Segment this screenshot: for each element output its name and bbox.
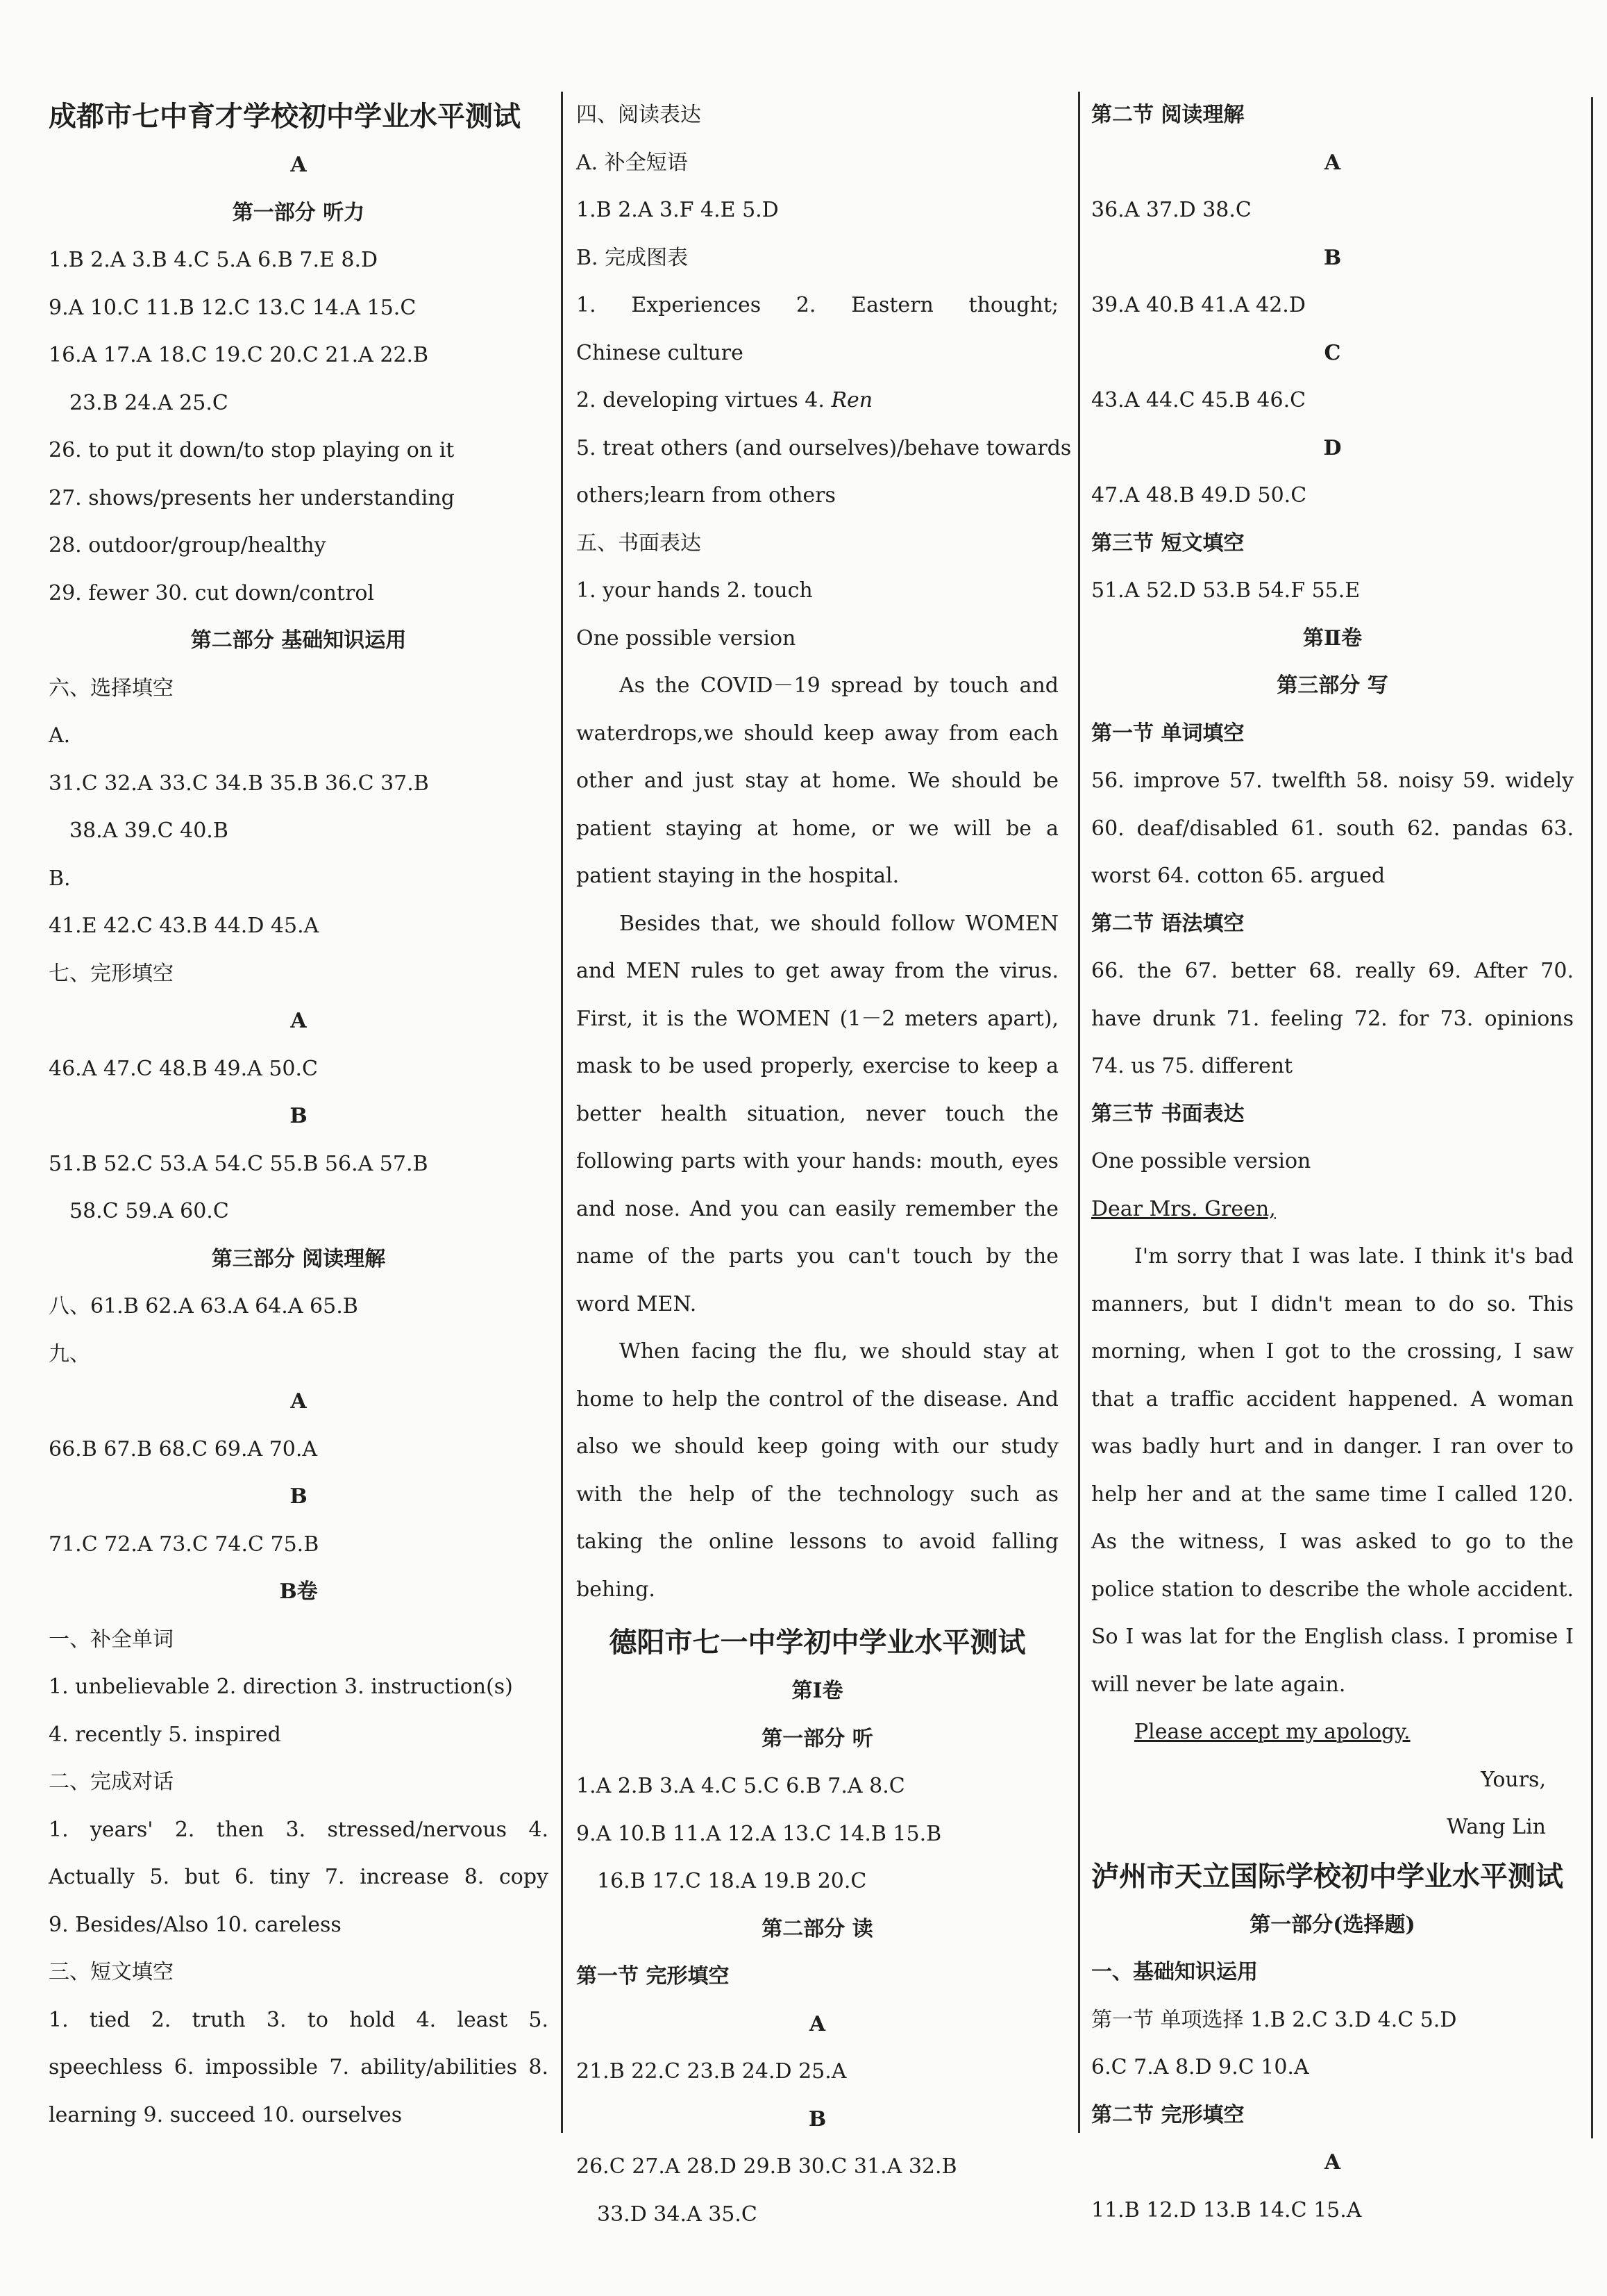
answer-line: 9.A 10.C 11.B 12.C 13.C 14.A 15.C bbox=[49, 295, 417, 320]
answer-line: 9. Besides/Also 10. careless bbox=[49, 1912, 342, 1937]
question-type-heading: 七、完形填空 bbox=[49, 961, 174, 986]
column-divider bbox=[561, 92, 563, 2133]
section-letter: C bbox=[1324, 340, 1341, 365]
answer-line: 71.C 72.A 73.C 74.C 75.B bbox=[49, 1532, 319, 1557]
answer-line: learning 9. succeed 10. ourselves bbox=[49, 2102, 403, 2127]
answer-line: 16.B 17.C 18.A 19.B 20.C bbox=[597, 1869, 867, 1893]
answer-line: 58.C 59.A 60.C bbox=[69, 1199, 229, 1223]
letter-closing: Yours, bbox=[1481, 1767, 1546, 1792]
section-letter: B bbox=[289, 1104, 308, 1128]
answer-line: 29. fewer 30. cut down/control bbox=[49, 580, 374, 605]
answer-line: 11.B 12.D 13.B 14.C 15.A bbox=[1091, 2197, 1362, 2222]
answer-line: Actually 5. but 6. tiny 7. increase 8. copy bbox=[49, 1865, 548, 1889]
section-heading: 第三节 书面表达 bbox=[1091, 1101, 1245, 1126]
answer-line: 9.A 10.B 11.A 12.A 13.C 14.B 15.B bbox=[576, 1821, 942, 1846]
section-letter: B bbox=[1323, 245, 1342, 270]
question-type-heading: 三、短文填空 bbox=[49, 1960, 174, 1984]
section-letter: A bbox=[290, 153, 307, 177]
question-type-heading: B. 完成图表 bbox=[576, 245, 689, 270]
answer-line: 八、61.B 62.A 63.A 64.A 65.B bbox=[49, 1294, 358, 1318]
answer-line: 31.C 32.A 33.C 34.B 35.B 36.C 37.B bbox=[49, 771, 429, 796]
apology-text: Please accept my apology. bbox=[1134, 1720, 1411, 1744]
answer-line: 1. years' 2. then 3. stressed/nervous 4. bbox=[49, 1817, 548, 1842]
salutation-text: Dear Mrs. Green, bbox=[1091, 1196, 1276, 1221]
part-heading: 第一部分 听力 bbox=[232, 200, 365, 225]
letter-closing-line bbox=[1091, 1709, 1574, 1757]
answer-line: speechless 6. impossible 7. ability/abilities 8. bbox=[49, 2055, 548, 2079]
answer-line: 27. shows/presents her understanding bbox=[49, 485, 455, 510]
section-letter: A bbox=[1324, 150, 1341, 175]
answer-line: 51.B 52.C 53.A 54.C 55.B 56.A 57.B bbox=[49, 1151, 428, 1176]
answer-line: 41.E 42.C 43.B 44.D 45.A bbox=[49, 914, 319, 938]
answer-line: 36.A 37.D 38.C bbox=[1091, 198, 1252, 222]
section-heading: 第三节 短文填空 bbox=[1091, 530, 1245, 555]
italic-term: Ren bbox=[831, 388, 873, 412]
exam-title: 泸州市天立国际学校初中学业水平测试 bbox=[1091, 1860, 1563, 1893]
part-heading: 第二部分 读 bbox=[762, 1916, 873, 1941]
question-type-heading: 一、补全单词 bbox=[49, 1627, 174, 1652]
answer-line: Chinese culture bbox=[576, 340, 743, 365]
section-letter: A bbox=[1324, 2150, 1341, 2175]
letter-body: I'm sorry that I was late. I think it's bad manners, but I didn't mean to do so. This morning, when I got to the crossing, I saw that a traffic accident happened. A woman was badly hurt and in danger. I ran over to help her and at the same time I called 120. As the witness, I was asked to go to the police station to describe the whole accident. So I was lat for the English class. I promise I will never be late again. bbox=[1091, 1244, 1574, 1697]
essay-paragraph: As the COVID－19 spread by touch and waterdrops,we should keep away from each other and just stay at home. We should be patient staying at home, or we will be a patient staying in the hospital. bbox=[576, 673, 1059, 888]
answer-line: 1. unbelievable 2. direction 3. instruction(s) bbox=[49, 1675, 513, 1699]
part-heading: 第三部分 阅读理解 bbox=[211, 1246, 386, 1271]
section-heading: 第一节 单词填空 bbox=[1091, 721, 1245, 746]
column-1 bbox=[49, 92, 548, 2139]
answer-line: 1. Experiences 2. Eastern thought; bbox=[576, 293, 1059, 317]
version-label: One possible version bbox=[576, 626, 796, 651]
answer-line: 第一节 单项选择 1.B 2.C 3.D 4.C 5.D bbox=[1091, 2007, 1457, 2032]
answer-line: 60. deaf/disabled 61. south 62. pandas 63. bbox=[1091, 816, 1574, 841]
answer-line: 39.A 40.B 41.A 42.D bbox=[1091, 293, 1306, 317]
answer-line: 74. us 75. different bbox=[1091, 1054, 1293, 1078]
answer-line: have drunk 71. feeling 72. for 73. opinions bbox=[1091, 1006, 1574, 1031]
answer-line: 1. your hands 2. touch bbox=[576, 578, 813, 603]
column-divider bbox=[1078, 92, 1080, 2133]
answer-line: 43.A 44.C 45.B 46.C bbox=[1091, 388, 1306, 412]
exam-title: 德阳市七一中学初中学业水平测试 bbox=[609, 1627, 1026, 1659]
section-letter: A. bbox=[49, 723, 71, 748]
answer-line: 47.A 48.B 49.D 50.C bbox=[1091, 483, 1307, 508]
section-letter: A bbox=[290, 1389, 307, 1414]
answer-text: 2. developing virtues 4. bbox=[576, 388, 825, 412]
question-type-heading: 四、阅读表达 bbox=[576, 103, 701, 127]
answer-line: 23.B 24.A 25.C bbox=[69, 390, 228, 415]
column-2 bbox=[576, 92, 1072, 2238]
question-type-heading: A. 补全短语 bbox=[576, 150, 688, 175]
section-letter: B. bbox=[49, 866, 71, 891]
part-heading: 第一部分(选择题) bbox=[1250, 1912, 1415, 1937]
answer-line: 1.B 2.A 3.B 4.C 5.A 6.B 7.E 8.D bbox=[49, 248, 378, 272]
section-heading: 第一节 完形填空 bbox=[576, 1964, 730, 1988]
answer-line: others;learn from others bbox=[576, 483, 836, 508]
volume-heading: 第Ⅰ卷 bbox=[791, 1679, 843, 1703]
answer-line: 28. outdoor/group/healthy bbox=[49, 533, 326, 558]
answer-line: 21.B 22.C 23.B 24.D 25.A bbox=[576, 2059, 847, 2084]
question-type-heading: 二、完成对话 bbox=[49, 1770, 174, 1794]
answer-line: 26.C 27.A 28.D 29.B 30.C 31.A 32.B bbox=[576, 2154, 957, 2179]
section-heading: 第二节 阅读理解 bbox=[1091, 103, 1245, 127]
answer-line: 1.B 2.A 3.F 4.E 5.D bbox=[576, 198, 779, 222]
answer-line bbox=[576, 377, 1059, 425]
section-letter: D bbox=[1323, 435, 1342, 460]
essay-paragraph: Besides that, we should follow WOMEN and MEN rules to get away from the virus. First, it is the WOMEN (1－2 meters apart), mask to be used properly, exercise to keep a better health situation, never touch the following parts with your hands: mouth, eyes and nose. And you can easily remember the name of the parts you can't touch by the word MEN. bbox=[576, 911, 1059, 1316]
section-letter: A bbox=[290, 1009, 307, 1033]
part-heading: 第二部分 基础知识运用 bbox=[190, 628, 407, 653]
question-type-heading: 六、选择填空 bbox=[49, 676, 174, 701]
answer-line: 33.D 34.A 35.C bbox=[597, 2202, 757, 2227]
letter-signature: Wang Lin bbox=[1446, 1815, 1546, 1839]
answer-line: 5. treat others (and ourselves)/behave towards bbox=[576, 435, 1072, 460]
answer-line: 51.A 52.D 53.B 54.F 55.E bbox=[1091, 578, 1361, 603]
letter-salutation bbox=[1091, 1186, 1574, 1234]
column-3 bbox=[1091, 92, 1574, 2234]
volume-heading: B卷 bbox=[279, 1579, 318, 1604]
volume-heading: 第Ⅱ卷 bbox=[1302, 626, 1363, 651]
answer-line: 46.A 47.C 48.B 49.A 50.C bbox=[49, 1056, 318, 1081]
question-type-heading: 一、基础知识运用 bbox=[1091, 1960, 1258, 1984]
answer-line: 38.A 39.C 40.B bbox=[69, 819, 228, 843]
column-divider bbox=[1591, 97, 1593, 2138]
section-letter: A bbox=[809, 2011, 826, 2036]
section-letter: B bbox=[289, 1484, 308, 1509]
answer-line: 1. tied 2. truth 3. to hold 4. least 5. bbox=[49, 2007, 548, 2032]
answer-line: 26. to put it down/to stop playing on it bbox=[49, 438, 455, 462]
question-type-heading: 五、书面表达 bbox=[576, 530, 701, 555]
part-heading: 第三部分 写 bbox=[1277, 673, 1388, 698]
exam-title: 成都市七中育才学校初中学业水平测试 bbox=[49, 101, 521, 133]
section-letter: B bbox=[808, 2106, 827, 2131]
answer-line: 4. recently 5. inspired bbox=[49, 1722, 281, 1747]
section-heading: 第二节 完形填空 bbox=[1091, 2102, 1245, 2127]
answer-line: 56. improve 57. twelfth 58. noisy 59. widely bbox=[1091, 769, 1574, 793]
section-heading: 第二节 语法填空 bbox=[1091, 911, 1245, 936]
essay-paragraph: When facing the flu, we should stay at home to help the control of the disease. And also we should keep going with our study with the help of the technology such as taking the online lessons to avoid falling behing. bbox=[576, 1339, 1059, 1602]
answer-line: worst 64. cotton 65. argued bbox=[1091, 864, 1386, 888]
answer-line: 6.C 7.A 8.D 9.C 10.A bbox=[1091, 2055, 1309, 2079]
answer-line: 66. the 67. better 68. really 69. After 70. bbox=[1091, 959, 1574, 983]
answer-line: 1.A 2.B 3.A 4.C 5.C 6.B 7.A 8.C bbox=[576, 1774, 905, 1798]
part-heading: 第一部分 听 bbox=[762, 1726, 873, 1751]
answer-line: 66.B 67.B 68.C 69.A 70.A bbox=[49, 1436, 318, 1461]
question-type-heading: 九、 bbox=[49, 1341, 90, 1366]
version-label: One possible version bbox=[1091, 1149, 1311, 1173]
answer-line: 16.A 17.A 18.C 19.C 20.C 21.A 22.B bbox=[49, 343, 429, 367]
